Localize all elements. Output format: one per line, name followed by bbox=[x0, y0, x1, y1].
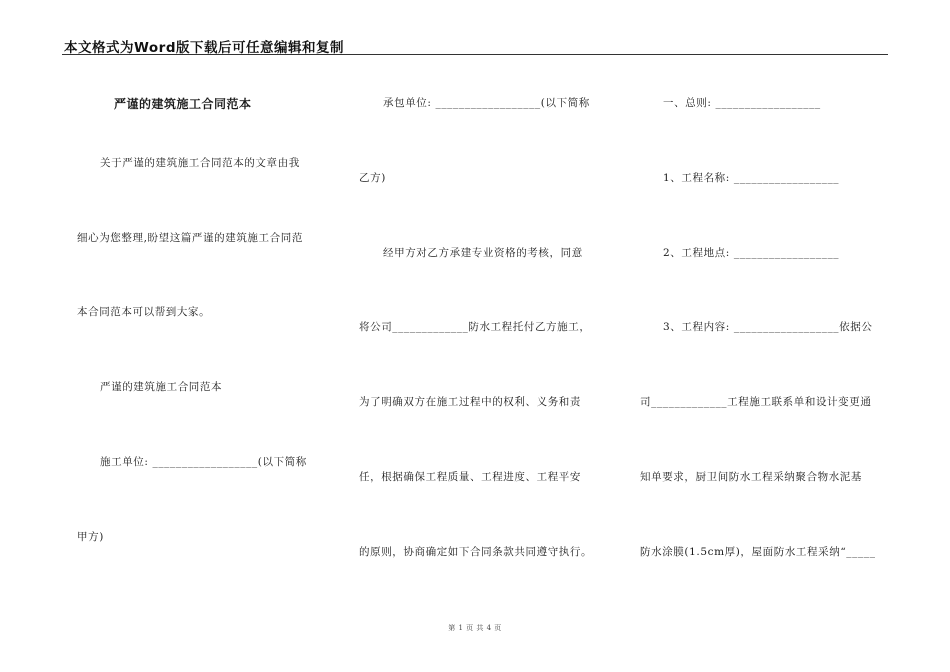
paragraph-line: 经甲方对乙方承建专业资格的考核，同意 bbox=[383, 247, 583, 259]
paragraph-line: 细心为您整理,盼望这篇严谨的建筑施工合同范 bbox=[77, 232, 303, 244]
form-line-contractor: 施工单位: __________________(以下简称 bbox=[100, 456, 307, 468]
paragraph-line: 任，根据确保工程质量、工程进度、工程平安 bbox=[359, 471, 581, 483]
form-line-project-content: 3、工程内容: __________________依据公 bbox=[663, 321, 873, 333]
paragraph-line: 关于严谨的建筑施工合同范本的文章由我 bbox=[100, 157, 300, 169]
paragraph-line: 本合同范本可以帮到大家。 bbox=[77, 306, 211, 318]
form-line-project-location: 2、工程地点: __________________ bbox=[663, 247, 840, 259]
paragraph-line: 防水涂膜(1.5cm厚)，屋面防水工程采纳“_____ bbox=[640, 546, 876, 558]
section-heading: 严谨的建筑施工合同范本 bbox=[100, 381, 223, 393]
paragraph-line: 的原则，协商确定如下合同条款共同遵守执行。 bbox=[359, 546, 593, 558]
page-header: 本文格式为Word版下载后可任意编辑和复制 bbox=[64, 40, 345, 56]
header-rule bbox=[62, 54, 888, 55]
paragraph-line: 甲方) bbox=[77, 531, 104, 543]
document-title: 严谨的建筑施工合同范本 bbox=[114, 97, 252, 111]
paragraph-line: 乙方) bbox=[359, 172, 386, 184]
paragraph-line: 司_____________工程施工联系单和设计变更通 bbox=[640, 396, 872, 408]
paragraph-line: 为了明确双方在施工过程中的权利、义务和责 bbox=[359, 396, 581, 408]
form-line-project-name: 1、工程名称: __________________ bbox=[663, 172, 840, 184]
page-footer: 第 1 页 共 4 页 bbox=[448, 624, 502, 632]
section-general: 一、总则: __________________ bbox=[663, 97, 821, 109]
form-line-subcontractor: 承包单位: __________________(以下简称 bbox=[383, 97, 590, 109]
paragraph-line: 将公司_____________防水工程托付乙方施工， bbox=[359, 321, 591, 333]
paragraph-line: 知单要求，厨卫间防水工程采纳聚合物水泥基 bbox=[640, 471, 862, 483]
